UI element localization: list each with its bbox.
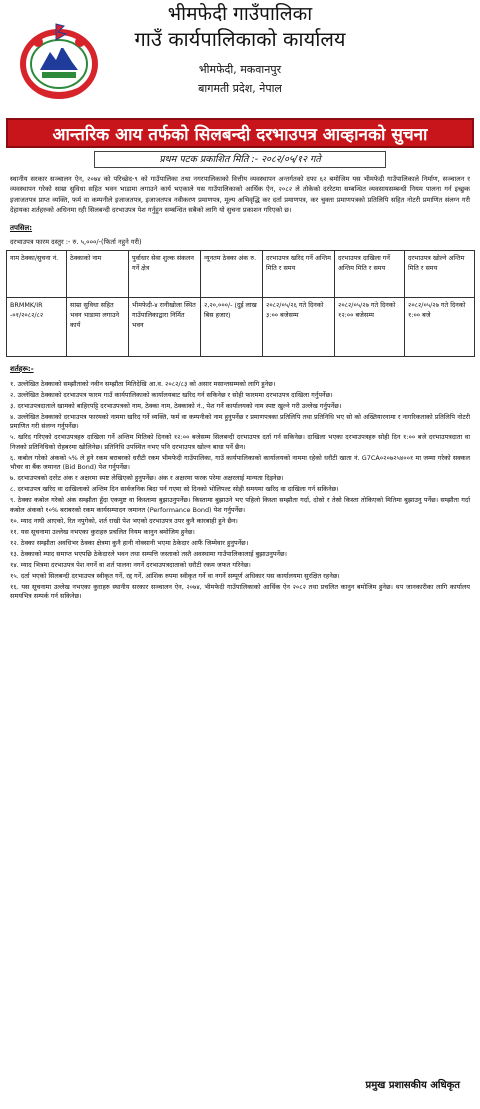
condition-item: १५. दर्ता भएको सिलबन्दी दरभाउपत्र स्वीकृत गर्ने, रद्द गर्ने, आंशिक रुपमा स्वीकृत गर्ने वा नगर्ने सम्पूर्ण अधिकार यस कार्यालयमा सुरक्षित रहनेछ। bbox=[10, 571, 340, 580]
condition-item: १०. म्याद नाघी आएको, रित नपुगेको, शर्त राखी पेश भएको दरभाउपत्र उपर कुनै कारबाही हुने छैन। bbox=[10, 516, 238, 525]
condition-item: ४. उल्लेखित ठेक्काको दरभाउपत्र फारमको नाममा खरिद गर्ने व्यक्ति, फर्म वा कम्पनीको नाम हुनुपर्नेछ र प्रमाणपत्रका प्रतिलिपि तथा प्रतिनिधि भए सो को अख्तियारनामा र नागरिकताको प्रतिलिपि नोटरी प्रमाणित गरी संलग्न गर्नुपर्नेछ। bbox=[10, 412, 470, 431]
col-header: नाम ठेक्का/सुचना नं. bbox=[7, 250, 67, 297]
condition-item: ८. दरभाउपत्र खरिद वा दाखिलाको अन्तिम दिन सार्वजनिक बिदा पर्न गएमा सो दिनको भोलिपल्ट सोही समयमा खरिद वा दाखिला गर्न सकिनेछ। bbox=[10, 485, 339, 494]
conditions-heading: शर्तहरू:- bbox=[10, 364, 34, 373]
table-cell: BRMMK/IR -०१/२०८२/८२ bbox=[7, 297, 67, 356]
table-cell: २०८२/०५/२६ गते दिनको ३:०० बजेसम्म bbox=[263, 297, 335, 356]
office-province: बागमती प्रदेश, नेपाल bbox=[198, 82, 282, 95]
table-row bbox=[7, 297, 475, 356]
condition-item: १. उल्लेखित ठेक्काको सम्झौताको नवीन सम्झौता मितिदेखि आ.व. २०८२/८३ को असार मसान्तसम्मको लागि हुनेछ। bbox=[10, 379, 276, 388]
table-cell: २०८२/०५/२७ गते दिनको १:०० बजे bbox=[405, 297, 475, 356]
form-fee: दरभाउपत्र फारम दस्तुर :- रु. ५,०००/-(फिर्ता नहुने गरी) bbox=[10, 237, 142, 246]
conditions-list bbox=[10, 380, 470, 602]
condition-item: १६. यस सूचनामा उल्लेख नभएका कुराहरु स्थानीय सरकार सञ्चालन ऐन, २०७४, भीमफेदी गाउँपालिकाको आर्थिक ऐन २०८२ तथा प्रचलित कानुन बमोजिम हुनेछ। थप जानकारीका लागि कार्यालय समयभित्र सम्पर्क गर्न सकिनेछ। bbox=[10, 582, 470, 601]
letterhead bbox=[6, 0, 474, 112]
table-cell: २०८२/०५/२७ गते दिनको १२:०० बजेसम्म bbox=[335, 297, 405, 356]
tender-table bbox=[6, 250, 475, 357]
table-header-row bbox=[7, 250, 475, 297]
col-header: दरभाउपत्र खोल्ने अन्तिम मिति र समय bbox=[405, 250, 475, 297]
condition-item: ७. दरभाउपत्रको दररेट अंक र अक्षरमा स्पष्ट लेखिएको हुनुपर्नेछ। अंक र अक्षरमा फरक परेमा अक्षरलाई मान्यता दिइनेछ। bbox=[10, 474, 284, 483]
intro-paragraph: स्थानीय सरकार सञ्चालन ऐन, २०७४ को परिच्छेद-९ को गाउँपालिका तथा नगरपालिकाको वित्तीय व्यवस्थापन अन्तर्गतको दफा ६२ बमोजिम यस भीमफेदी गाउँपालिकाले निर्माण, सञ्चालन र व्यवस्थापन गरेको साम्रा सुविधा सहित भवन भाडामा लगाउने कार्य भएकाले यस गाउँपालिकाको आर्थिक ऐन, २०८२ ले तोकेको दररेटमा सम्बन्धित व्यवसायसम्बन्धी नियम पालना गर्न इच्छुक इजाजतपत्र प्राप्त व्यक्ति, फर्म वा कम्पनीले इजाजतपत्र, इजाजतपत्र नवीकरण प्रमाणपत्र, मूल्य अभिवृद्धि कर दर्ता प्रमाणपत्र, कर चुक्ता प्रमाणपत्रको प्रतिलिपि सहित नोटरी प्रमाणित संलग्न गरी देहायका शर्तहरुको अधिनमा रही सिलबन्दी दरभाउपत्र पेश गर्नुहुन सम्बन्धित सबैको लागि यो सुचना प्रकाशन गरिएको छ। bbox=[10, 175, 470, 215]
office-heading bbox=[6, 2, 474, 98]
condition-item: ११. यस सूचनामा उल्लेख नभएका कुराहरु प्रचलित नियम कानुन बमोजिम हुनेछ। bbox=[10, 527, 195, 536]
condition-item: १४. म्याद भित्रमा दरभाउपत्र पेश नगर्ने वा शर्त पालना नगर्ने दरभाउपत्रदाताको धरौटी रकम जफत गरिनेछ। bbox=[10, 560, 251, 569]
table-cell: साम्रा सुविधा सहित भवन भाडामा लगाउने कार्य bbox=[67, 297, 129, 356]
col-header: ठेक्काको नाम bbox=[67, 250, 129, 297]
condition-item: २. उल्लेखित ठेक्काको दरभाउपत्र फारम गाउँ कार्यपालिकाको कार्यालयबाट खरिद गर्न सकिनेछ र सोही फारममा दरभाउपत्र दाखिला गर्नुपर्नेछ। bbox=[10, 390, 333, 399]
condition-item: ५. खरिद गरिएको दरभाउपत्रहरु दाखिला गर्ने अन्तिम मितिको दिनको १२:०० बजेसम्म सिलबन्दी दरभाउपत्र दर्ता गर्न सकिनेछ। दाखिला भएका दरभाउपत्रहरु सोही दिन १:०० बजे दरभाउपत्रदाता वा निजको प्रतिनिधिको रोहबरमा खोलिनेछ। प्रतिनिधि उपस्थित नभए पनि दरभाउपत्र खोल्न बाधा पर्ने छैन। bbox=[10, 433, 470, 451]
col-header: दरभाउपत्र खरिद गर्ने अन्तिम मिति र समय bbox=[263, 250, 335, 297]
municipality-name: भीमफेदी गाउँपालिका bbox=[167, 3, 313, 25]
notice-title-banner: आन्तरिक आय तर्फको सिलबन्दी दरभाउपत्र आव्हानको सुचना bbox=[6, 118, 474, 148]
col-header: दरभाउपत्र दाखिला गर्ने अन्तिम मिति र समय bbox=[335, 250, 405, 297]
col-header: पुर्वाधार सेवा शुल्क संकलन गर्ने क्षेत्र bbox=[129, 250, 201, 297]
col-header: न्यूनतम ठेक्का अंक रु. bbox=[201, 250, 263, 297]
condition-item: ९. ठेक्का कबोल गरेको अंक सम्झौता हुँदा एकमुष्ट वा किस्तामा बुझाउनुपर्नेछ। किस्तामा बुझाउने भए पहिलो किस्ता सम्झौता गर्दा, दोस्रो र तेस्रो किस्ता तोकिएको मितिमा बुझाउनु पर्नेछ। सम्झौता गर्दा कबोल अंकको १०% बराबरको रकम कार्यसम्पादन जमानत (Performance Bond) पेश गर्नुपर्नेछ। bbox=[10, 496, 470, 514]
condition-item: १३. ठेक्काको म्याद समाप्त भएपछि ठेकेदारले भवन तथा सम्पत्ति जस्ताको तस्तै अवस्थामा गाउँपालिकालाई बुझाउनुपर्नेछ। bbox=[10, 549, 287, 558]
signature-title: प्रमुख प्रशासकीय अधिकृत bbox=[365, 1080, 460, 1091]
schedule-heading: तपसिल: bbox=[10, 223, 33, 232]
table-cell: २,२०,०००/- (दुई लाख बिस हजार) bbox=[201, 297, 263, 356]
condition-item: १२. ठेक्का सम्झौता अवधिभर ठेक्का क्षेत्रमा कुनै हानी नोक्सानी भएमा ठेकेदार आफैं जिम्मेवार हुनुपर्नेछ। bbox=[10, 538, 249, 547]
office-location: भीमफेदी, मकवानपुर bbox=[198, 63, 282, 76]
condition-item: ६. कबोल गरेको अंकको ५% ले हुने रकम बराबरको धरौटी रकम भीमफेदी गाउँपालिका, गाउँ कार्यपालिकाको कार्यालयको नाममा रहेको धरौटी खाता नं. G7CA०२०७२५४००१ मा जम्मा गरेको सक्कल भौचर वा बैंक जमानत (Bid Bond) पेश गर्नुपर्नेछ। bbox=[10, 453, 470, 472]
publication-date: प्रथम पटक प्रकाशित मिति :- २०८२/०५/१२ गते bbox=[94, 151, 386, 168]
condition-item: ३. दरभाउपत्रदाताले खामको बाहिरपट्टि दरभाउपत्रको नाम, ठेक्का नाम, ठेक्काको नं., पेश गर्ने कार्यालयको नाम स्पष्ट खुल्ने गरी उल्लेख गर्नुपर्नेछ। bbox=[10, 401, 342, 410]
office-name: गाउँ कार्यपालिकाको कार्यालय bbox=[134, 27, 346, 51]
table-cell: भीमफेदी-४ रानीखोला स्थित गाउँपालिकाद्वारा निर्मित भवन bbox=[129, 297, 201, 356]
